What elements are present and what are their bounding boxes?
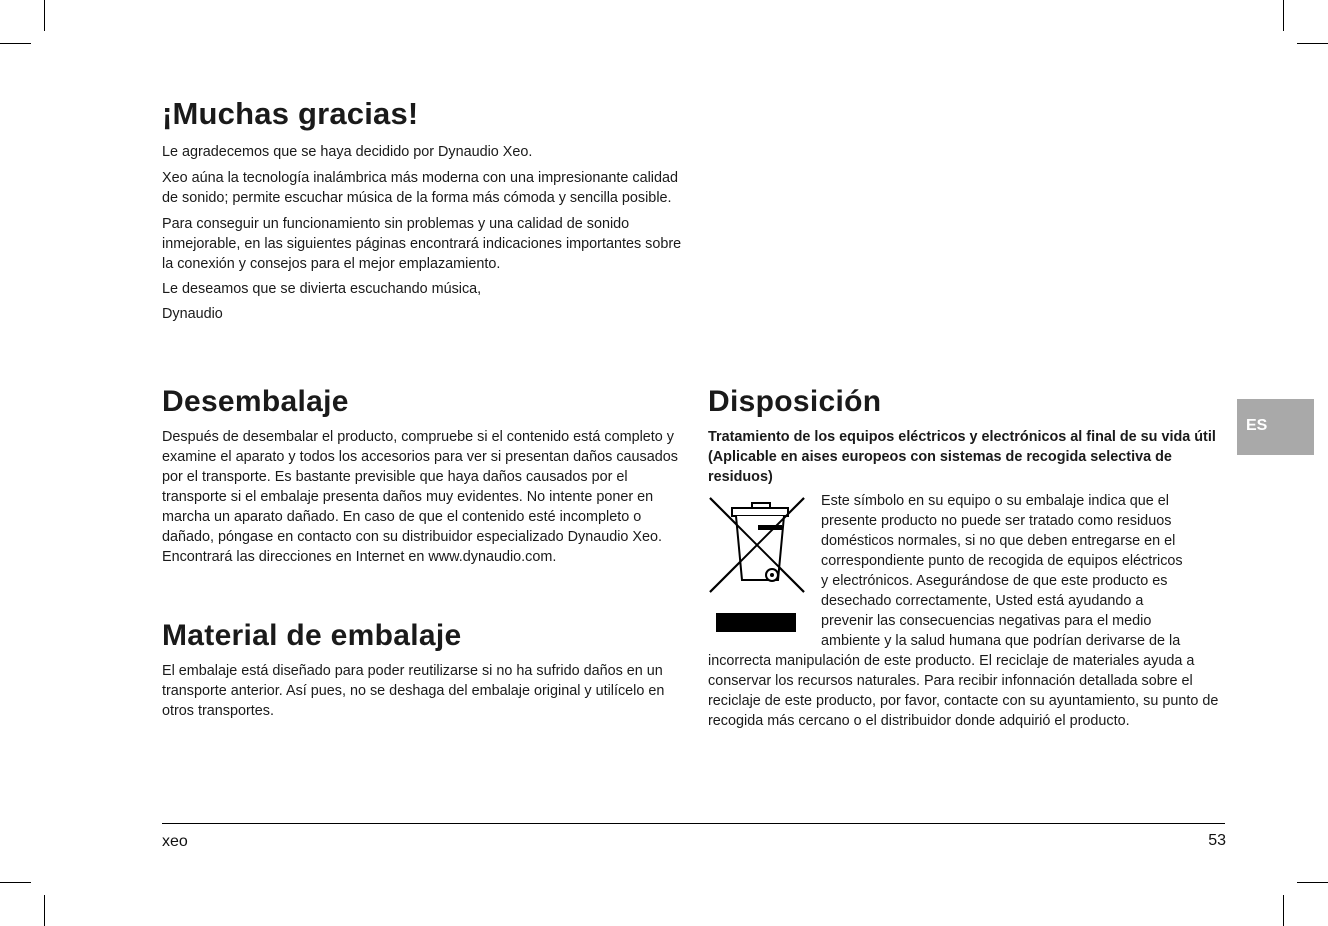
- crop-mark: [44, 0, 45, 31]
- thanks-paragraph-1: Le agradecemos que se haya decidido por Dynaudio Xeo.: [162, 144, 533, 160]
- disposal-subtitle: Tratamiento de los equipos eléctricos y electrónicos al final de su vida útil (Aplicable en aises europeos con sistemas de recogida selectiva de residuos): [708, 429, 1216, 485]
- packaging-section: [162, 619, 682, 721]
- disposal-line-3: domésticos normales, si no que deben entregarse en el: [821, 533, 1176, 549]
- weee-bin-icon: [708, 494, 808, 634]
- crop-mark: [1297, 43, 1328, 44]
- crop-mark: [1283, 0, 1284, 31]
- disposal-line-8: ambiente y la salud humana que podrían derivarse de la: [821, 633, 1181, 649]
- disposal-title: Disposición: [708, 385, 882, 418]
- page-number: 53: [1208, 832, 1226, 849]
- disposal-line-2: presente producto no puede ser tratado como residuos: [821, 513, 1172, 529]
- language-tab: [1237, 399, 1314, 455]
- disposal-line-6: desechado correctamente, Usted está ayudando a: [821, 593, 1144, 609]
- disposal-line-4: correspondiente punto de recogida de equipos eléctricos: [821, 553, 1183, 569]
- thanks-signature: Dynaudio: [162, 306, 223, 322]
- unpacking-title: Desembalaje: [162, 385, 349, 418]
- thanks-title: ¡Muchas gracias!: [162, 96, 419, 131]
- crop-mark: [0, 43, 31, 44]
- disposal-rest: incorrecta manipulación de este producto. El reciclaje de materiales ayuda a conservar los recursos naturales. Para recibir infonnación detallada sobre el reciclaje de este producto, por favor, contacte con su ayuntamiento, su punto de recogida más cercano o el distribuidor donde adquirió el producto.: [708, 653, 1219, 729]
- footer-rule: [162, 823, 1225, 824]
- thanks-section: [162, 96, 682, 324]
- language-tab-label: ES: [1246, 417, 1268, 434]
- packaging-title: Material de embalaje: [162, 619, 462, 652]
- disposal-section: [708, 385, 1228, 487]
- thanks-paragraph-4: Le deseamos que se divierta escuchando música,: [162, 281, 482, 297]
- crop-mark: [1297, 882, 1328, 883]
- unpacking-body: Después de desembalar el producto, compruebe si el contenido está completo y examine el aparato y todos los accesorios para ver si presentan daños causados por el transporte. Es bastante previsible que haya daños causados por el transporte si el embalaje presenta daños muy evidentes. No intente poner en marcha un aparato dañado. En caso de que el contenido esté incompleto o dañado, póngase en contacto con su distribuidor especializado Dynaudio Xeo. Encontrará las direcciones en Internet en www.dynaudio.com.: [162, 429, 678, 565]
- unpacking-section: [162, 385, 682, 567]
- disposal-continued: [708, 651, 1230, 731]
- thanks-paragraph-2: Xeo aúna la tecnología inalámbrica más moderna con una impresionante calidad de sonido; permite escuchar música de la forma más cómoda y sencilla posible.: [162, 170, 678, 206]
- crop-mark: [0, 882, 31, 883]
- xeo-logo: xeo: [162, 833, 188, 850]
- thanks-paragraph-3: Para conseguir un funcionamiento sin problemas y una calidad de sonido inmejorable, en las siguientes páginas encontrará indicaciones importantes sobre la conexión y consejos para el mejor emplazamiento.: [162, 216, 682, 272]
- disposal-side-text: [821, 491, 1231, 651]
- disposal-line-7: prevenir las consecuencias negativas para el medio: [821, 613, 1152, 629]
- crop-mark: [44, 895, 45, 926]
- disposal-line-5: y electrónicos. Asegurándose de que este producto es: [821, 573, 1168, 589]
- disposal-line-1: Este símbolo en su equipo o su embalaje indica que el: [821, 493, 1169, 509]
- crop-mark: [1283, 895, 1284, 926]
- packaging-body: El embalaje está diseñado para poder reutilizarse si no ha sufrido daños en un transporte anterior. Así pues, no se deshaga del embalaje original y utilícelo en otros transportes.: [162, 663, 665, 719]
